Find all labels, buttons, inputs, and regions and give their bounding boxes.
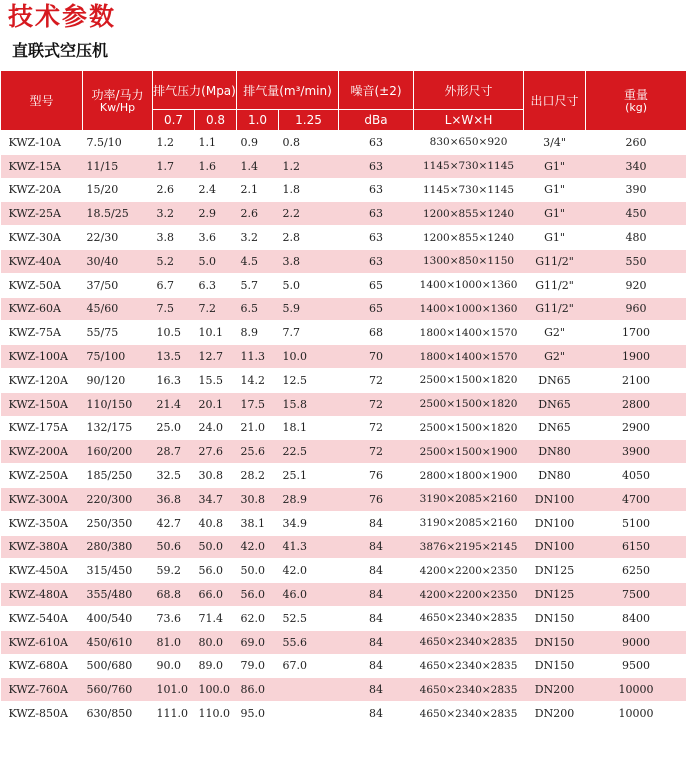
cell-model: KWZ-300A	[1, 487, 83, 511]
cell-flow-125: 46.0	[279, 583, 339, 607]
cell-noise: 76	[339, 487, 414, 511]
cell-pressure-07: 50.6	[153, 535, 195, 559]
cell-flow-125: 12.5	[279, 368, 339, 392]
cell-noise: 68	[339, 321, 414, 345]
cell-noise: 84	[339, 630, 414, 654]
cell-dimensions: 4650×2340×2835	[414, 654, 524, 678]
cell-power: 15/20	[83, 178, 153, 202]
cell-noise: 63	[339, 202, 414, 226]
cell-pressure-10: 42.0	[237, 535, 279, 559]
cell-dimensions: 1200×855×1240	[414, 202, 524, 226]
cell-flow-125	[279, 702, 339, 726]
cell-pressure-08: 27.6	[195, 440, 237, 464]
cell-model: KWZ-75A	[1, 321, 83, 345]
cell-weight: 450	[586, 202, 686, 226]
cell-pressure-08: 10.1	[195, 321, 237, 345]
cell-weight: 2800	[586, 392, 686, 416]
cell-outlet: G2"	[524, 345, 586, 369]
table-row	[1, 487, 686, 511]
cell-pressure-10: 6.5	[237, 297, 279, 321]
cell-dimensions: 4650×2340×2835	[414, 630, 524, 654]
cell-pressure-10: 30.8	[237, 487, 279, 511]
cell-power: 37/50	[83, 273, 153, 297]
cell-weight: 1700	[586, 321, 686, 345]
cell-outlet: DN150	[524, 606, 586, 630]
cell-outlet: DN200	[524, 702, 586, 726]
cell-pressure-07: 5.2	[153, 249, 195, 273]
cell-flow-125: 22.5	[279, 440, 339, 464]
cell-outlet: G1"	[524, 154, 586, 178]
table-row	[1, 440, 686, 464]
header-weight-line2: (kg)	[625, 100, 647, 114]
cell-weight: 960	[586, 297, 686, 321]
cell-weight: 4700	[586, 487, 686, 511]
cell-dimensions: 2500×1500×1820	[414, 416, 524, 440]
cell-pressure-07: 7.5	[153, 297, 195, 321]
cell-weight: 2100	[586, 368, 686, 392]
cell-flow-125: 52.5	[279, 606, 339, 630]
table-row	[1, 297, 686, 321]
cell-pressure-08: 80.0	[195, 630, 237, 654]
cell-flow-125: 28.9	[279, 487, 339, 511]
cell-pressure-07: 13.5	[153, 345, 195, 369]
cell-outlet: G1"	[524, 202, 586, 226]
cell-power: 75/100	[83, 345, 153, 369]
table-row	[1, 249, 686, 273]
cell-model: KWZ-50A	[1, 273, 83, 297]
cell-pressure-07: 111.0	[153, 702, 195, 726]
table-row	[1, 345, 686, 369]
cell-pressure-07: 16.3	[153, 368, 195, 392]
table-row	[1, 535, 686, 559]
cell-outlet: DN100	[524, 487, 586, 511]
cell-weight: 9000	[586, 630, 686, 654]
cell-power: 55/75	[83, 321, 153, 345]
cell-power: 7.5/10	[83, 131, 153, 155]
cell-pressure-07: 68.8	[153, 583, 195, 607]
cell-flow-125: 7.7	[279, 321, 339, 345]
cell-noise: 84	[339, 702, 414, 726]
cell-weight: 390	[586, 178, 686, 202]
cell-pressure-08: 1.1	[195, 131, 237, 155]
page-subtitle: 直联式空压机	[12, 41, 109, 60]
header-weight-line1: 重量	[624, 87, 649, 102]
cell-pressure-10: 25.6	[237, 440, 279, 464]
cell-power: 185/250	[83, 464, 153, 488]
table-row	[1, 392, 686, 416]
cell-pressure-07: 59.2	[153, 559, 195, 583]
cell-pressure-10: 1.4	[237, 154, 279, 178]
cell-pressure-10: 14.2	[237, 368, 279, 392]
cell-dimensions: 1400×1000×1360	[414, 273, 524, 297]
cell-power: 400/540	[83, 606, 153, 630]
cell-power: 18.5/25	[83, 202, 153, 226]
cell-flow-125: 18.1	[279, 416, 339, 440]
cell-pressure-08: 20.1	[195, 392, 237, 416]
cell-dimensions: 1145×730×1145	[414, 154, 524, 178]
header-flow: 排气量(m³/min)	[237, 71, 339, 110]
table-row	[1, 273, 686, 297]
cell-outlet: G11/2"	[524, 249, 586, 273]
cell-weight: 550	[586, 249, 686, 273]
cell-noise: 84	[339, 583, 414, 607]
cell-pressure-10: 8.9	[237, 321, 279, 345]
cell-weight: 3900	[586, 440, 686, 464]
cell-pressure-10: 3.2	[237, 226, 279, 250]
cell-power: 90/120	[83, 368, 153, 392]
cell-model: KWZ-120A	[1, 368, 83, 392]
cell-noise: 65	[339, 297, 414, 321]
cell-flow-125: 55.6	[279, 630, 339, 654]
cell-pressure-08: 6.3	[195, 273, 237, 297]
cell-noise: 84	[339, 511, 414, 535]
cell-dimensions: 4650×2340×2835	[414, 606, 524, 630]
cell-dimensions: 3190×2085×2160	[414, 487, 524, 511]
cell-dimensions: 1800×1400×1570	[414, 321, 524, 345]
cell-noise: 63	[339, 249, 414, 273]
cell-outlet: G11/2"	[524, 273, 586, 297]
cell-pressure-10: 95.0	[237, 702, 279, 726]
cell-model: KWZ-30A	[1, 226, 83, 250]
cell-outlet: DN125	[524, 559, 586, 583]
cell-power: 22/30	[83, 226, 153, 250]
table-row	[1, 464, 686, 488]
cell-flow-125: 3.8	[279, 249, 339, 273]
cell-flow-125: 5.0	[279, 273, 339, 297]
cell-pressure-10: 2.1	[237, 178, 279, 202]
cell-pressure-08: 89.0	[195, 654, 237, 678]
cell-noise: 63	[339, 226, 414, 250]
header-pressure: 排气压力(Mpa)	[153, 71, 237, 110]
cell-pressure-08: 15.5	[195, 368, 237, 392]
header-model: 型号	[1, 71, 83, 131]
header-sub-08: 0.8	[195, 110, 237, 131]
cell-flow-125	[279, 678, 339, 702]
cell-flow-125: 67.0	[279, 654, 339, 678]
cell-dimensions: 1400×1000×1360	[414, 297, 524, 321]
cell-dimensions: 4650×2340×2835	[414, 678, 524, 702]
cell-model: KWZ-175A	[1, 416, 83, 440]
cell-noise: 72	[339, 392, 414, 416]
cell-model: KWZ-25A	[1, 202, 83, 226]
cell-weight: 8400	[586, 606, 686, 630]
cell-flow-125: 42.0	[279, 559, 339, 583]
cell-dimensions: 3190×2085×2160	[414, 511, 524, 535]
cell-pressure-10: 56.0	[237, 583, 279, 607]
cell-flow-125: 1.8	[279, 178, 339, 202]
cell-power: 45/60	[83, 297, 153, 321]
cell-weight: 1900	[586, 345, 686, 369]
cell-pressure-07: 1.2	[153, 131, 195, 155]
cell-dimensions: 4200×2200×2350	[414, 559, 524, 583]
cell-outlet: DN200	[524, 678, 586, 702]
cell-pressure-07: 21.4	[153, 392, 195, 416]
table-row	[1, 583, 686, 607]
cell-dimensions: 830×650×920	[414, 131, 524, 155]
cell-weight: 480	[586, 226, 686, 250]
cell-model: KWZ-40A	[1, 249, 83, 273]
cell-pressure-07: 10.5	[153, 321, 195, 345]
spec-table	[0, 70, 686, 726]
cell-noise: 72	[339, 416, 414, 440]
cell-pressure-08: 1.6	[195, 154, 237, 178]
cell-noise: 84	[339, 654, 414, 678]
cell-outlet: G1"	[524, 226, 586, 250]
header-weight	[586, 71, 686, 131]
spec-table-body	[1, 131, 686, 726]
header-outlet: 出口尺寸	[524, 71, 586, 131]
cell-outlet: DN100	[524, 535, 586, 559]
cell-outlet: DN80	[524, 440, 586, 464]
cell-pressure-10: 5.7	[237, 273, 279, 297]
cell-weight: 340	[586, 154, 686, 178]
cell-dimensions: 2500×1500×1820	[414, 392, 524, 416]
table-row	[1, 654, 686, 678]
cell-weight: 6250	[586, 559, 686, 583]
table-row	[1, 630, 686, 654]
header-power	[83, 71, 153, 131]
cell-pressure-07: 25.0	[153, 416, 195, 440]
table-row	[1, 202, 686, 226]
header-sub-dba: dBa	[339, 110, 414, 131]
cell-weight: 6150	[586, 535, 686, 559]
table-row	[1, 154, 686, 178]
cell-noise: 84	[339, 535, 414, 559]
cell-model: KWZ-200A	[1, 440, 83, 464]
cell-pressure-08: 2.4	[195, 178, 237, 202]
cell-flow-125: 34.9	[279, 511, 339, 535]
cell-power: 355/480	[83, 583, 153, 607]
cell-pressure-08: 12.7	[195, 345, 237, 369]
cell-flow-125: 41.3	[279, 535, 339, 559]
cell-dimensions: 1300×850×1150	[414, 249, 524, 273]
cell-pressure-10: 4.5	[237, 249, 279, 273]
header-power-line2: Kw/Hp	[99, 100, 136, 114]
header-noise: 噪音(±2)	[339, 71, 414, 110]
cell-pressure-08: 34.7	[195, 487, 237, 511]
cell-pressure-07: 2.6	[153, 178, 195, 202]
cell-outlet: DN125	[524, 583, 586, 607]
cell-noise: 72	[339, 440, 414, 464]
cell-power: 500/680	[83, 654, 153, 678]
cell-outlet: DN150	[524, 630, 586, 654]
cell-noise: 84	[339, 559, 414, 583]
cell-power: 132/175	[83, 416, 153, 440]
cell-weight: 5100	[586, 511, 686, 535]
cell-model: KWZ-450A	[1, 559, 83, 583]
cell-dimensions: 3876×2195×2145	[414, 535, 524, 559]
cell-pressure-07: 3.2	[153, 202, 195, 226]
table-row	[1, 559, 686, 583]
cell-outlet: 3/4"	[524, 131, 586, 155]
cell-pressure-10: 50.0	[237, 559, 279, 583]
cell-pressure-08: 30.8	[195, 464, 237, 488]
cell-model: KWZ-60A	[1, 297, 83, 321]
cell-pressure-08: 7.2	[195, 297, 237, 321]
cell-outlet: DN150	[524, 654, 586, 678]
cell-pressure-07: 81.0	[153, 630, 195, 654]
cell-model: KWZ-150A	[1, 392, 83, 416]
cell-noise: 63	[339, 131, 414, 155]
cell-outlet: DN65	[524, 368, 586, 392]
cell-pressure-08: 2.9	[195, 202, 237, 226]
cell-power: 110/150	[83, 392, 153, 416]
cell-model: KWZ-610A	[1, 630, 83, 654]
cell-pressure-07: 6.7	[153, 273, 195, 297]
table-row	[1, 606, 686, 630]
cell-power: 560/760	[83, 678, 153, 702]
cell-pressure-08: 50.0	[195, 535, 237, 559]
cell-pressure-08: 3.6	[195, 226, 237, 250]
cell-pressure-08: 110.0	[195, 702, 237, 726]
cell-model: KWZ-540A	[1, 606, 83, 630]
cell-pressure-10: 11.3	[237, 345, 279, 369]
cell-power: 30/40	[83, 249, 153, 273]
cell-model: KWZ-250A	[1, 464, 83, 488]
cell-flow-125: 1.2	[279, 154, 339, 178]
cell-pressure-07: 42.7	[153, 511, 195, 535]
cell-model: KWZ-760A	[1, 678, 83, 702]
cell-pressure-10: 0.9	[237, 131, 279, 155]
cell-power: 630/850	[83, 702, 153, 726]
header-sub-lwh: L×W×H	[414, 110, 524, 131]
cell-pressure-07: 36.8	[153, 487, 195, 511]
cell-pressure-10: 62.0	[237, 606, 279, 630]
cell-model: KWZ-10A	[1, 131, 83, 155]
cell-pressure-10: 21.0	[237, 416, 279, 440]
cell-outlet: DN65	[524, 416, 586, 440]
cell-dimensions: 4200×2200×2350	[414, 583, 524, 607]
cell-noise: 84	[339, 678, 414, 702]
cell-model: KWZ-100A	[1, 345, 83, 369]
cell-weight: 9500	[586, 654, 686, 678]
cell-weight: 10000	[586, 702, 686, 726]
cell-model: KWZ-480A	[1, 583, 83, 607]
cell-outlet: DN100	[524, 511, 586, 535]
cell-pressure-08: 66.0	[195, 583, 237, 607]
cell-dimensions: 1200×855×1240	[414, 226, 524, 250]
cell-model: KWZ-850A	[1, 702, 83, 726]
header-sub-07: 0.7	[153, 110, 195, 131]
cell-pressure-07: 32.5	[153, 464, 195, 488]
cell-noise: 76	[339, 464, 414, 488]
cell-outlet: G2"	[524, 321, 586, 345]
cell-noise: 63	[339, 154, 414, 178]
header-sub-125: 1.25	[279, 110, 339, 131]
cell-dimensions: 2500×1500×1820	[414, 368, 524, 392]
cell-noise: 84	[339, 606, 414, 630]
cell-dimensions: 2500×1500×1900	[414, 440, 524, 464]
cell-model: KWZ-680A	[1, 654, 83, 678]
cell-weight: 7500	[586, 583, 686, 607]
cell-weight: 920	[586, 273, 686, 297]
cell-model: KWZ-20A	[1, 178, 83, 202]
cell-pressure-08: 100.0	[195, 678, 237, 702]
cell-pressure-08: 5.0	[195, 249, 237, 273]
cell-noise: 63	[339, 178, 414, 202]
cell-pressure-10: 79.0	[237, 654, 279, 678]
table-row	[1, 702, 686, 726]
cell-outlet: G1"	[524, 178, 586, 202]
cell-noise: 72	[339, 368, 414, 392]
cell-model: KWZ-15A	[1, 154, 83, 178]
cell-power: 315/450	[83, 559, 153, 583]
cell-noise: 65	[339, 273, 414, 297]
cell-power: 160/200	[83, 440, 153, 464]
cell-pressure-08: 71.4	[195, 606, 237, 630]
cell-weight: 260	[586, 131, 686, 155]
table-row	[1, 511, 686, 535]
table-row	[1, 226, 686, 250]
cell-outlet: DN65	[524, 392, 586, 416]
table-row	[1, 321, 686, 345]
cell-pressure-10: 17.5	[237, 392, 279, 416]
cell-weight: 4050	[586, 464, 686, 488]
cell-pressure-07: 73.6	[153, 606, 195, 630]
cell-model: KWZ-350A	[1, 511, 83, 535]
cell-weight: 10000	[586, 678, 686, 702]
cell-flow-125: 10.0	[279, 345, 339, 369]
cell-flow-125: 25.1	[279, 464, 339, 488]
cell-flow-125: 0.8	[279, 131, 339, 155]
header-power-line1: 功率/马力	[91, 87, 144, 102]
cell-flow-125: 2.8	[279, 226, 339, 250]
cell-power: 11/15	[83, 154, 153, 178]
cell-weight: 2900	[586, 416, 686, 440]
table-row	[1, 368, 686, 392]
cell-pressure-10: 86.0	[237, 678, 279, 702]
cell-power: 220/300	[83, 487, 153, 511]
cell-power: 450/610	[83, 630, 153, 654]
cell-flow-125: 2.2	[279, 202, 339, 226]
cell-power: 250/350	[83, 511, 153, 535]
cell-noise: 70	[339, 345, 414, 369]
cell-pressure-10: 38.1	[237, 511, 279, 535]
cell-pressure-07: 90.0	[153, 654, 195, 678]
table-row	[1, 678, 686, 702]
page-title: 技术参数	[8, 2, 117, 31]
cell-pressure-08: 24.0	[195, 416, 237, 440]
cell-pressure-07: 28.7	[153, 440, 195, 464]
cell-pressure-07: 101.0	[153, 678, 195, 702]
cell-pressure-10: 69.0	[237, 630, 279, 654]
cell-model: KWZ-380A	[1, 535, 83, 559]
cell-pressure-07: 1.7	[153, 154, 195, 178]
cell-pressure-08: 40.8	[195, 511, 237, 535]
cell-flow-125: 15.8	[279, 392, 339, 416]
cell-pressure-10: 2.6	[237, 202, 279, 226]
cell-pressure-08: 56.0	[195, 559, 237, 583]
cell-dimensions: 4650×2340×2835	[414, 702, 524, 726]
table-row	[1, 178, 686, 202]
cell-dimensions: 1145×730×1145	[414, 178, 524, 202]
cell-dimensions: 2800×1800×1900	[414, 464, 524, 488]
table-row	[1, 131, 686, 155]
cell-power: 280/380	[83, 535, 153, 559]
cell-outlet: G11/2"	[524, 297, 586, 321]
cell-dimensions: 1800×1400×1570	[414, 345, 524, 369]
table-row	[1, 416, 686, 440]
header-dims: 外形尺寸	[414, 71, 524, 110]
cell-pressure-07: 3.8	[153, 226, 195, 250]
cell-flow-125: 5.9	[279, 297, 339, 321]
header-sub-10: 1.0	[237, 110, 279, 131]
cell-outlet: DN80	[524, 464, 586, 488]
cell-pressure-10: 28.2	[237, 464, 279, 488]
